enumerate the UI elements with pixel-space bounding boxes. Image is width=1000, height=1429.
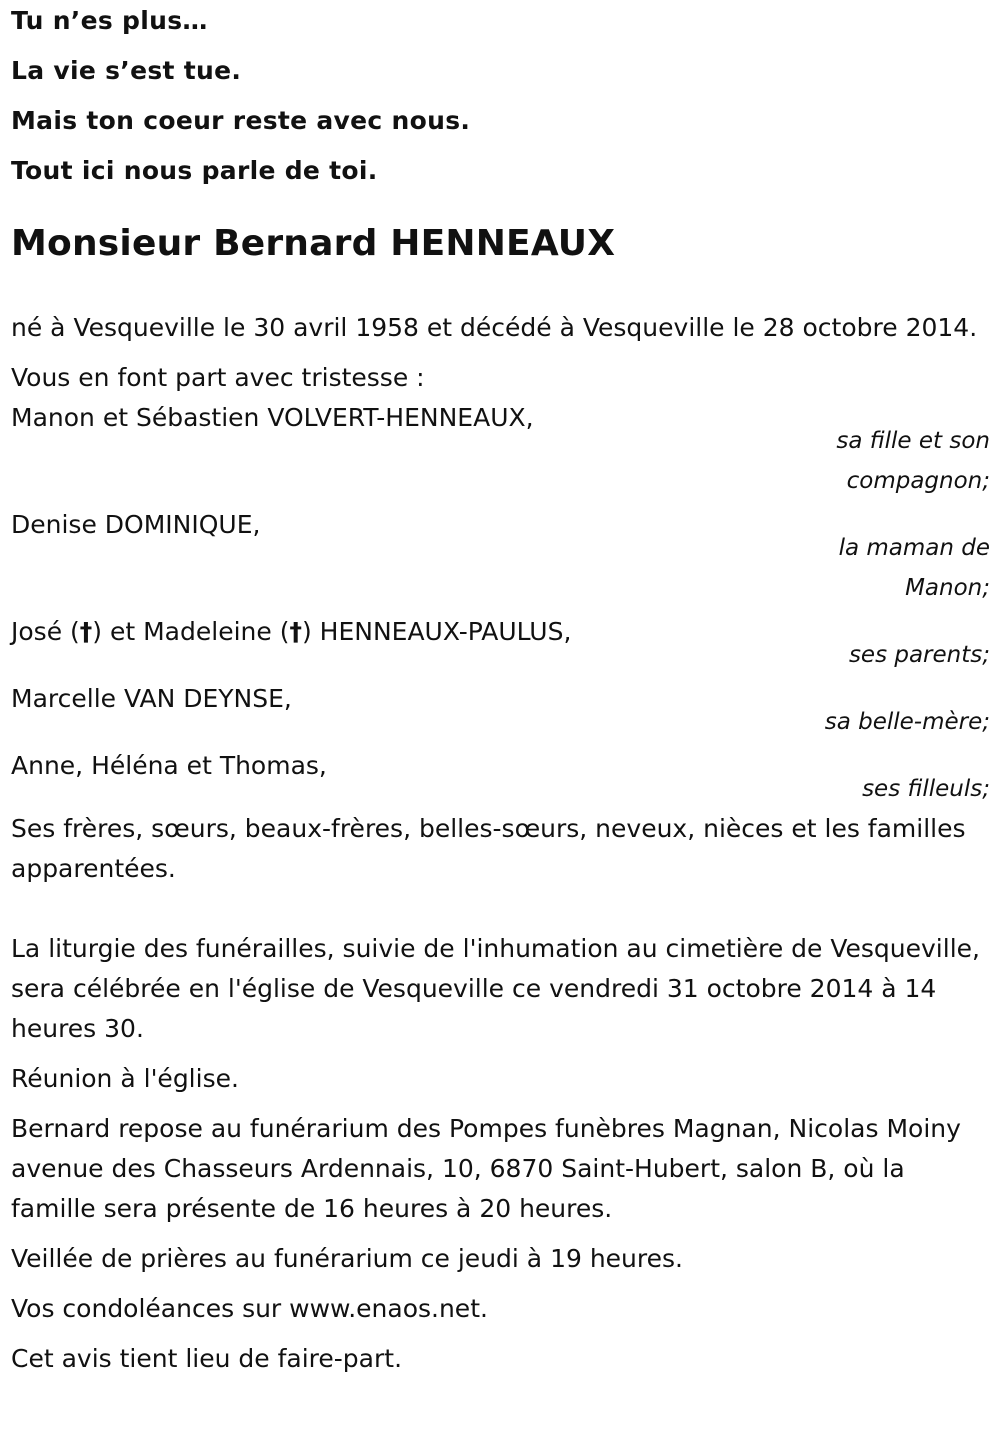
ceremony-details [11, 929, 990, 1379]
poem-line-2: La vie s’est tue. [11, 56, 242, 85]
announcement-intro: Vous en font part avec tristesse : [11, 363, 425, 392]
condolences-text: Vos condoléances sur www.enaos.net. [11, 1294, 488, 1323]
vigil-text: Veillée de prières au funérarium ce jeudi à 19 heures. [11, 1244, 683, 1273]
birth-death-text: né à Vesqueville le 30 avril 1958 et décédé à Vesqueville le 28 octobre 2014. [11, 313, 978, 342]
family-list [11, 398, 990, 889]
family-member-1-relation: sa fille et son compagnon; [836, 428, 990, 494]
poem-line-1: Tu n’es plus… [11, 6, 208, 35]
deceased-name: Monsieur Bernard HENNEAUX [11, 223, 616, 264]
family-member-2-name: Denise DOMINIQUE, [11, 510, 261, 539]
member3-text-1: José ( [11, 617, 80, 646]
notice-text: Cet avis tient lieu de faire-part. [11, 1344, 403, 1373]
funerarium-text: Bernard repose au funérarium des Pompes funèbres Magnan, Nicolas Moiny avenue des Chasseurs Ardennais, 10, 6870 Saint-Hubert, salon B, où la famille sera présente de 16 heures à 20 heures. [11, 1114, 961, 1223]
family-member-5-name: Anne, Héléna et Thomas, [11, 751, 327, 780]
poem-line-3: Mais ton coeur reste avec nous. [11, 106, 471, 135]
family-others: Ses frères, sœurs, beaux-frères, belles-sœurs, neveux, nièces et les familles apparentées. [11, 814, 966, 883]
member3-text-2: ) et Madeleine ( [92, 617, 290, 646]
cross-icon: † [79, 617, 93, 646]
poem-line-4: Tout ici nous parle de toi. [11, 156, 378, 185]
member3-text-3: ) HENNEAUX-PAULUS, [301, 617, 572, 646]
poem [11, 0, 990, 186]
family-member-2-relation: la maman de Manon; [838, 535, 990, 601]
liturgy-text: La liturgie des funérailles, suivie de l'inhumation au cimetière de Vesqueville, sera célébrée en l'église de Vesqueville ce vendredi 31 octobre 2014 à 14 heures 30. [11, 934, 980, 1043]
meeting-text: Réunion à l'église. [11, 1064, 239, 1093]
family-member-4-name: Marcelle VAN DEYNSE, [11, 684, 292, 713]
cross-icon: † [289, 617, 302, 646]
family-member-4-relation: sa belle-mère; [824, 709, 990, 735]
family-member-3-relation: ses parents; [848, 642, 990, 668]
family-member-5-relation: ses filleuls; [862, 776, 990, 802]
family-member-1-name: Manon et Sébastien VOLVERT-HENNEAUX, [11, 403, 534, 432]
